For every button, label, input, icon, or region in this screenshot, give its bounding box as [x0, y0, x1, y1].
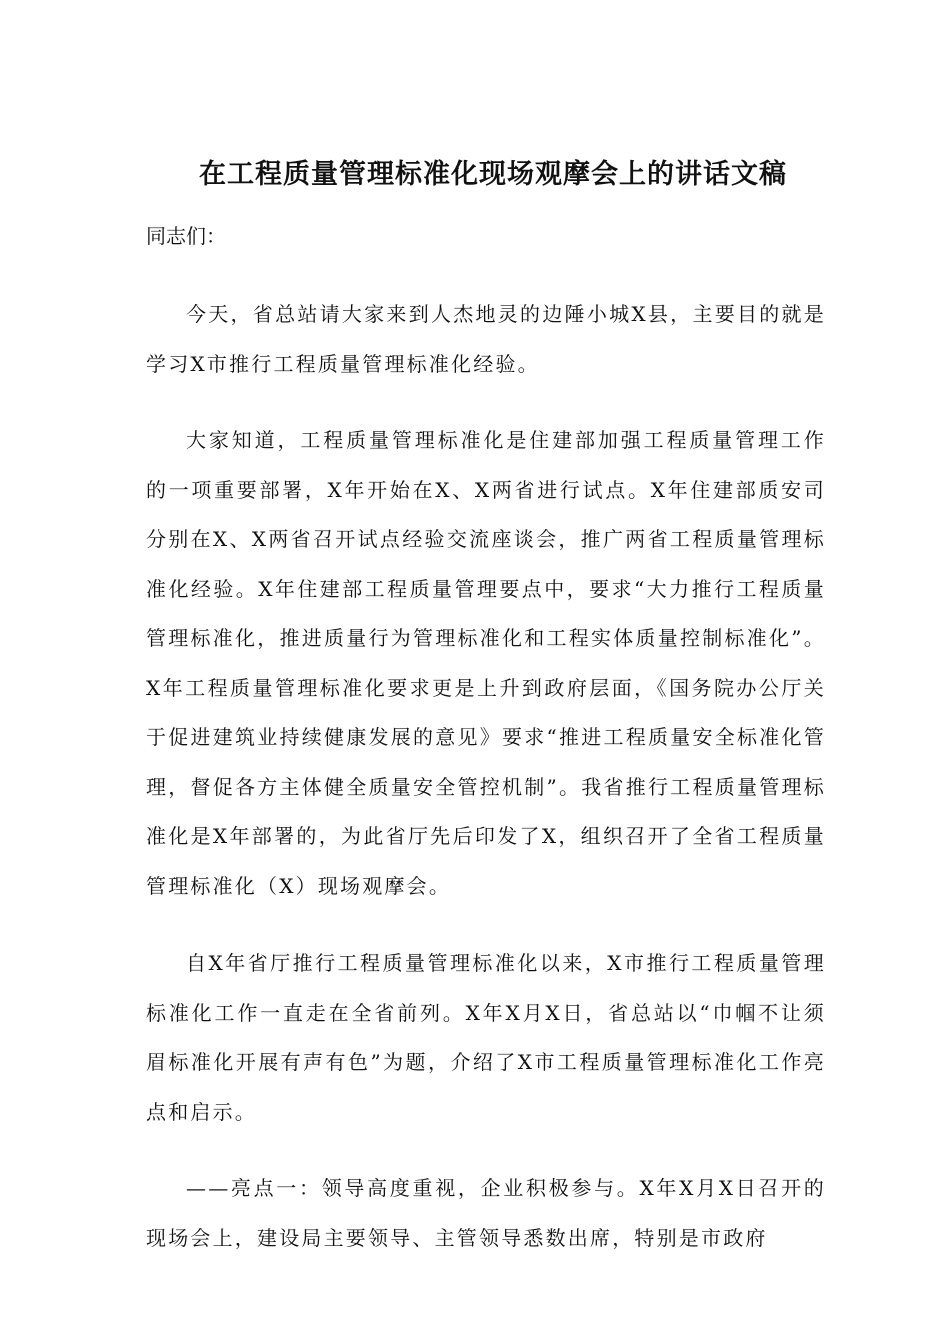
document-title: 在工程质量管理标准化现场观摩会上的讲话文稿 [199, 159, 787, 190]
paragraph-1: 今天，省总站请大家来到人杰地灵的边陲小城X县，主要目的就是学习X市推行工程质量管理标准化经验。 [146, 302, 826, 376]
paragraph-2: 大家知道，工程质量管理标准化是住建部加强工程质量管理工作的一项重要部署，X年开始在X、X两省进行试点。X年住建部质安司分别在X、X两省召开试点经验交流座谈会，推广两省工程质量管理标准化经验。X年住建部工程质量管理要点中，要求“大力推行工程质量管理标准化，推进质量行为管理标准化和工程实体质量控制标准化”。X年工程质量管理标准化要求更是上升到政府层面，《国务院办公厅关于促进建筑业持续健康发展的意见》要求“推进工程质量安全标准化管理，督促各方主体健全质量安全管控机制”。我省推行工程质量管理标准化是X年部署的，为此省厅先后印发了X，组织召开了全省工程质量管理标准化（X）现场观摩会。 [146, 428, 826, 898]
document-page [146, 150, 826, 1263]
paragraph-4: ——亮点一：领导高度重视，企业积极参与。X年X月X日召开的现场会上，建设局主要领导、主管领导悉数出席，特别是市政府 [146, 1176, 826, 1250]
paragraph-3: 自X年省厅推行工程质量管理标准化以来，X市推行工程质量管理标准化工作一直走在全省前列。X年X月X日，省总站以“巾帼不让须眉标准化开展有声有色”为题，介绍了X市工程质量管理标准化工作亮点和启示。 [146, 951, 826, 1124]
salutation: 同志们： [146, 224, 226, 248]
